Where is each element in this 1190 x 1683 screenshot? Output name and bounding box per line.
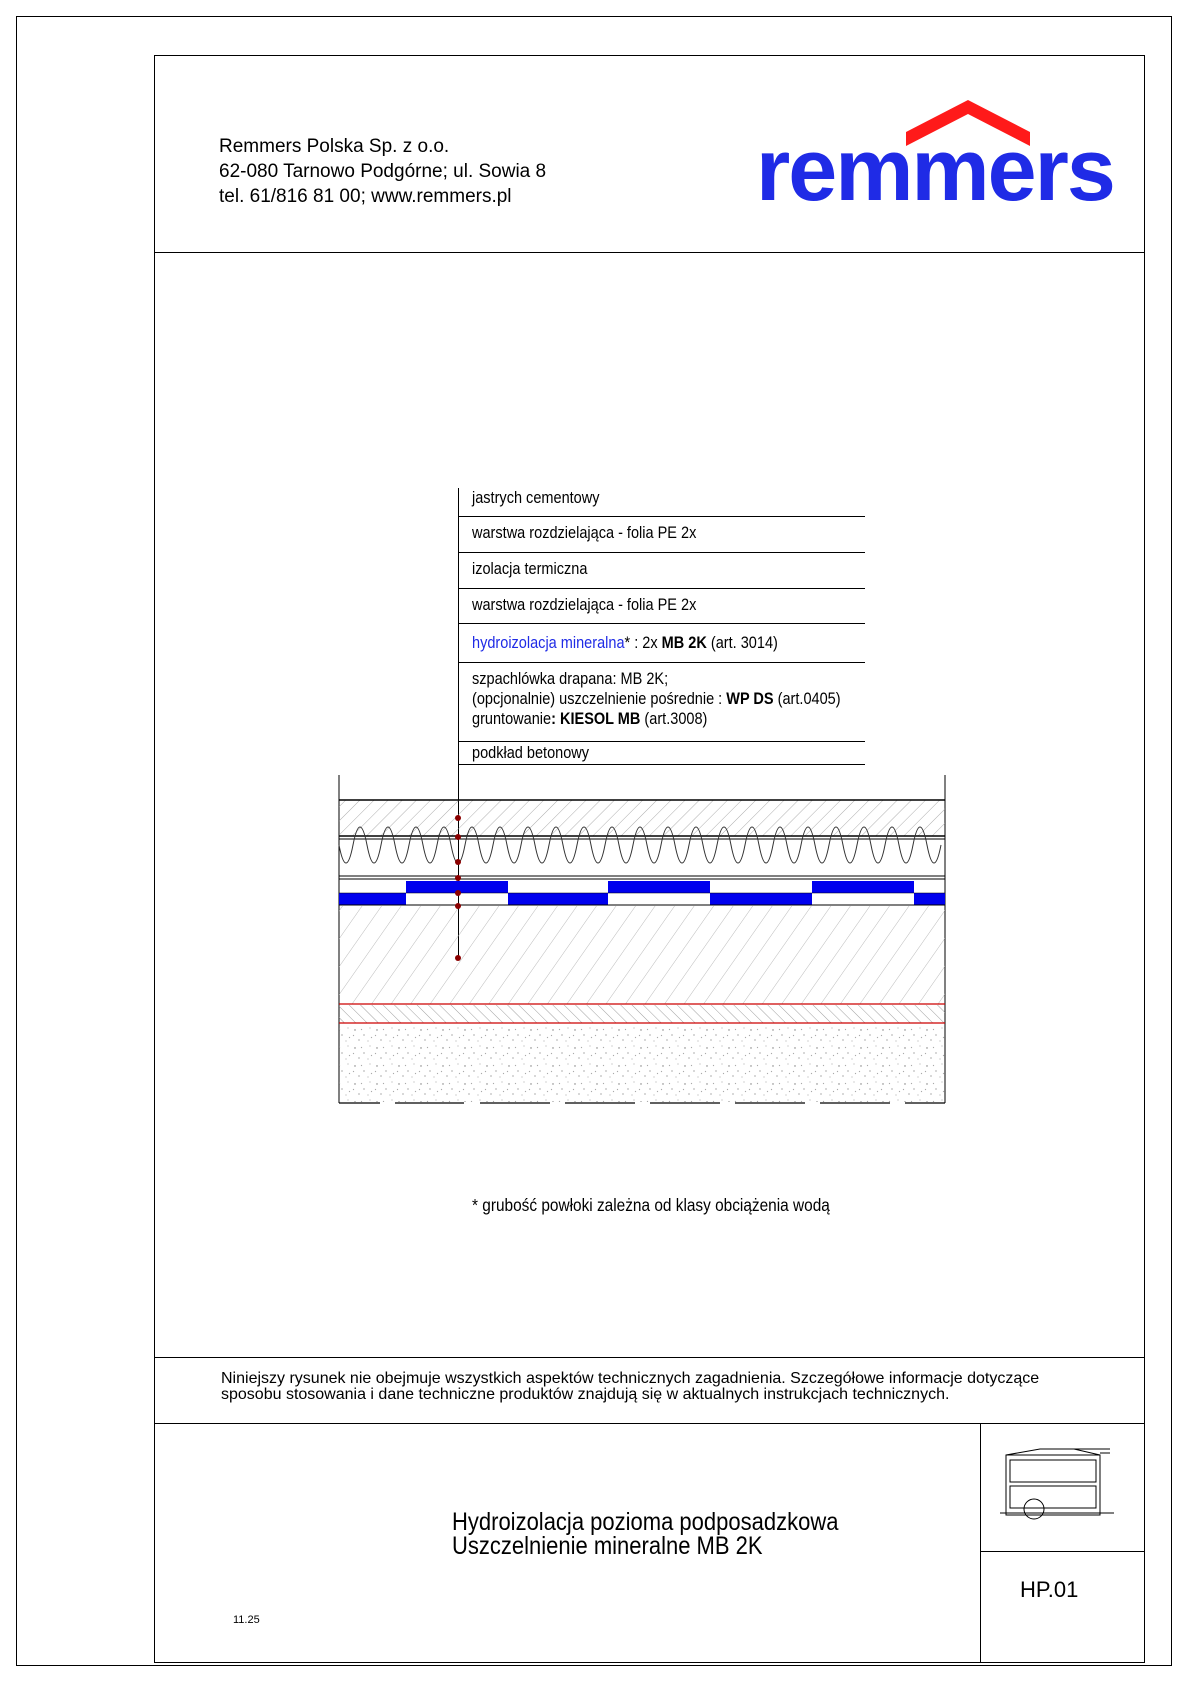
label-divider <box>458 588 865 589</box>
waterproofing-name: hydroizolacja mineralna <box>472 634 625 652</box>
building-icon <box>1000 1445 1115 1525</box>
product-wpds: WP DS <box>726 690 774 708</box>
title-block-divider <box>154 1423 1145 1424</box>
company-name: Remmers Polska Sp. z o.o. <box>219 136 450 157</box>
layer-label-waterproofing: hydroizolacja mineralna* : 2x MB 2K (art. 3014) <box>472 634 778 652</box>
layer-label-thermal-insulation: izolacja termiczna <box>472 560 588 578</box>
label-divider <box>458 741 865 742</box>
company-contact: tel. 61/816 81 00; www.remmers.pl <box>219 186 512 207</box>
label-divider <box>458 662 865 663</box>
label-divider <box>458 516 865 517</box>
layer-label-concrete-base: podkład betonowy <box>472 744 590 762</box>
layer-label-screed: jastrych cementowy <box>472 489 600 507</box>
drawing-title <box>452 1510 838 1558</box>
product-mb2k: MB 2K <box>661 634 707 652</box>
product-kiesol: : KIESOL MB <box>551 710 641 728</box>
floor-cross-section <box>336 772 948 1112</box>
header-divider <box>154 252 1145 253</box>
disclaimer: Niniejszy rysunek nie obejmuje wszystkich aspektów technicznych zagadnienia. Szczegółowe informacje dotyczące sposobu stosowania i dane techniczne produktów znajdują się w aktualnych instrukcjach technicznych. <box>221 1370 1040 1403</box>
disclaimer-divider-top <box>154 1357 1145 1358</box>
label-divider <box>458 764 865 765</box>
revision-date: 11.25 <box>233 1614 260 1626</box>
drawing-code: HP.01 <box>1020 1577 1079 1602</box>
layer-label-separation-lower: warstwa rozdzielająca - folia PE 2x <box>472 596 697 614</box>
company-address: 62-080 Tarnowo Podgórne; ul. Sowia 8 <box>219 161 547 182</box>
layer-label-primer: szpachlówka drapana: MB 2K; (opcjonalnie) uszczelnienie pośrednie : WP DS (art.0405) gruntowanie: KIESOL MB (art.3008) <box>472 670 841 728</box>
label-divider <box>458 623 865 624</box>
title-line-2: Uszczelnienie mineralne MB 2K <box>452 1532 763 1560</box>
footnote: * grubość powłoki zależna od klasy obciążenia wodą <box>472 1195 830 1215</box>
company-info <box>219 134 546 209</box>
title-block-separator <box>980 1423 981 1663</box>
title-line-1: Hydroizolacja pozioma podposadzkowa <box>452 1508 839 1536</box>
label-divider <box>458 552 865 553</box>
code-cell-divider <box>980 1551 1145 1552</box>
layer-label-separation-upper: warstwa rozdzielająca - folia PE 2x <box>472 524 697 542</box>
logo-wordmark: remmers <box>756 120 1114 219</box>
